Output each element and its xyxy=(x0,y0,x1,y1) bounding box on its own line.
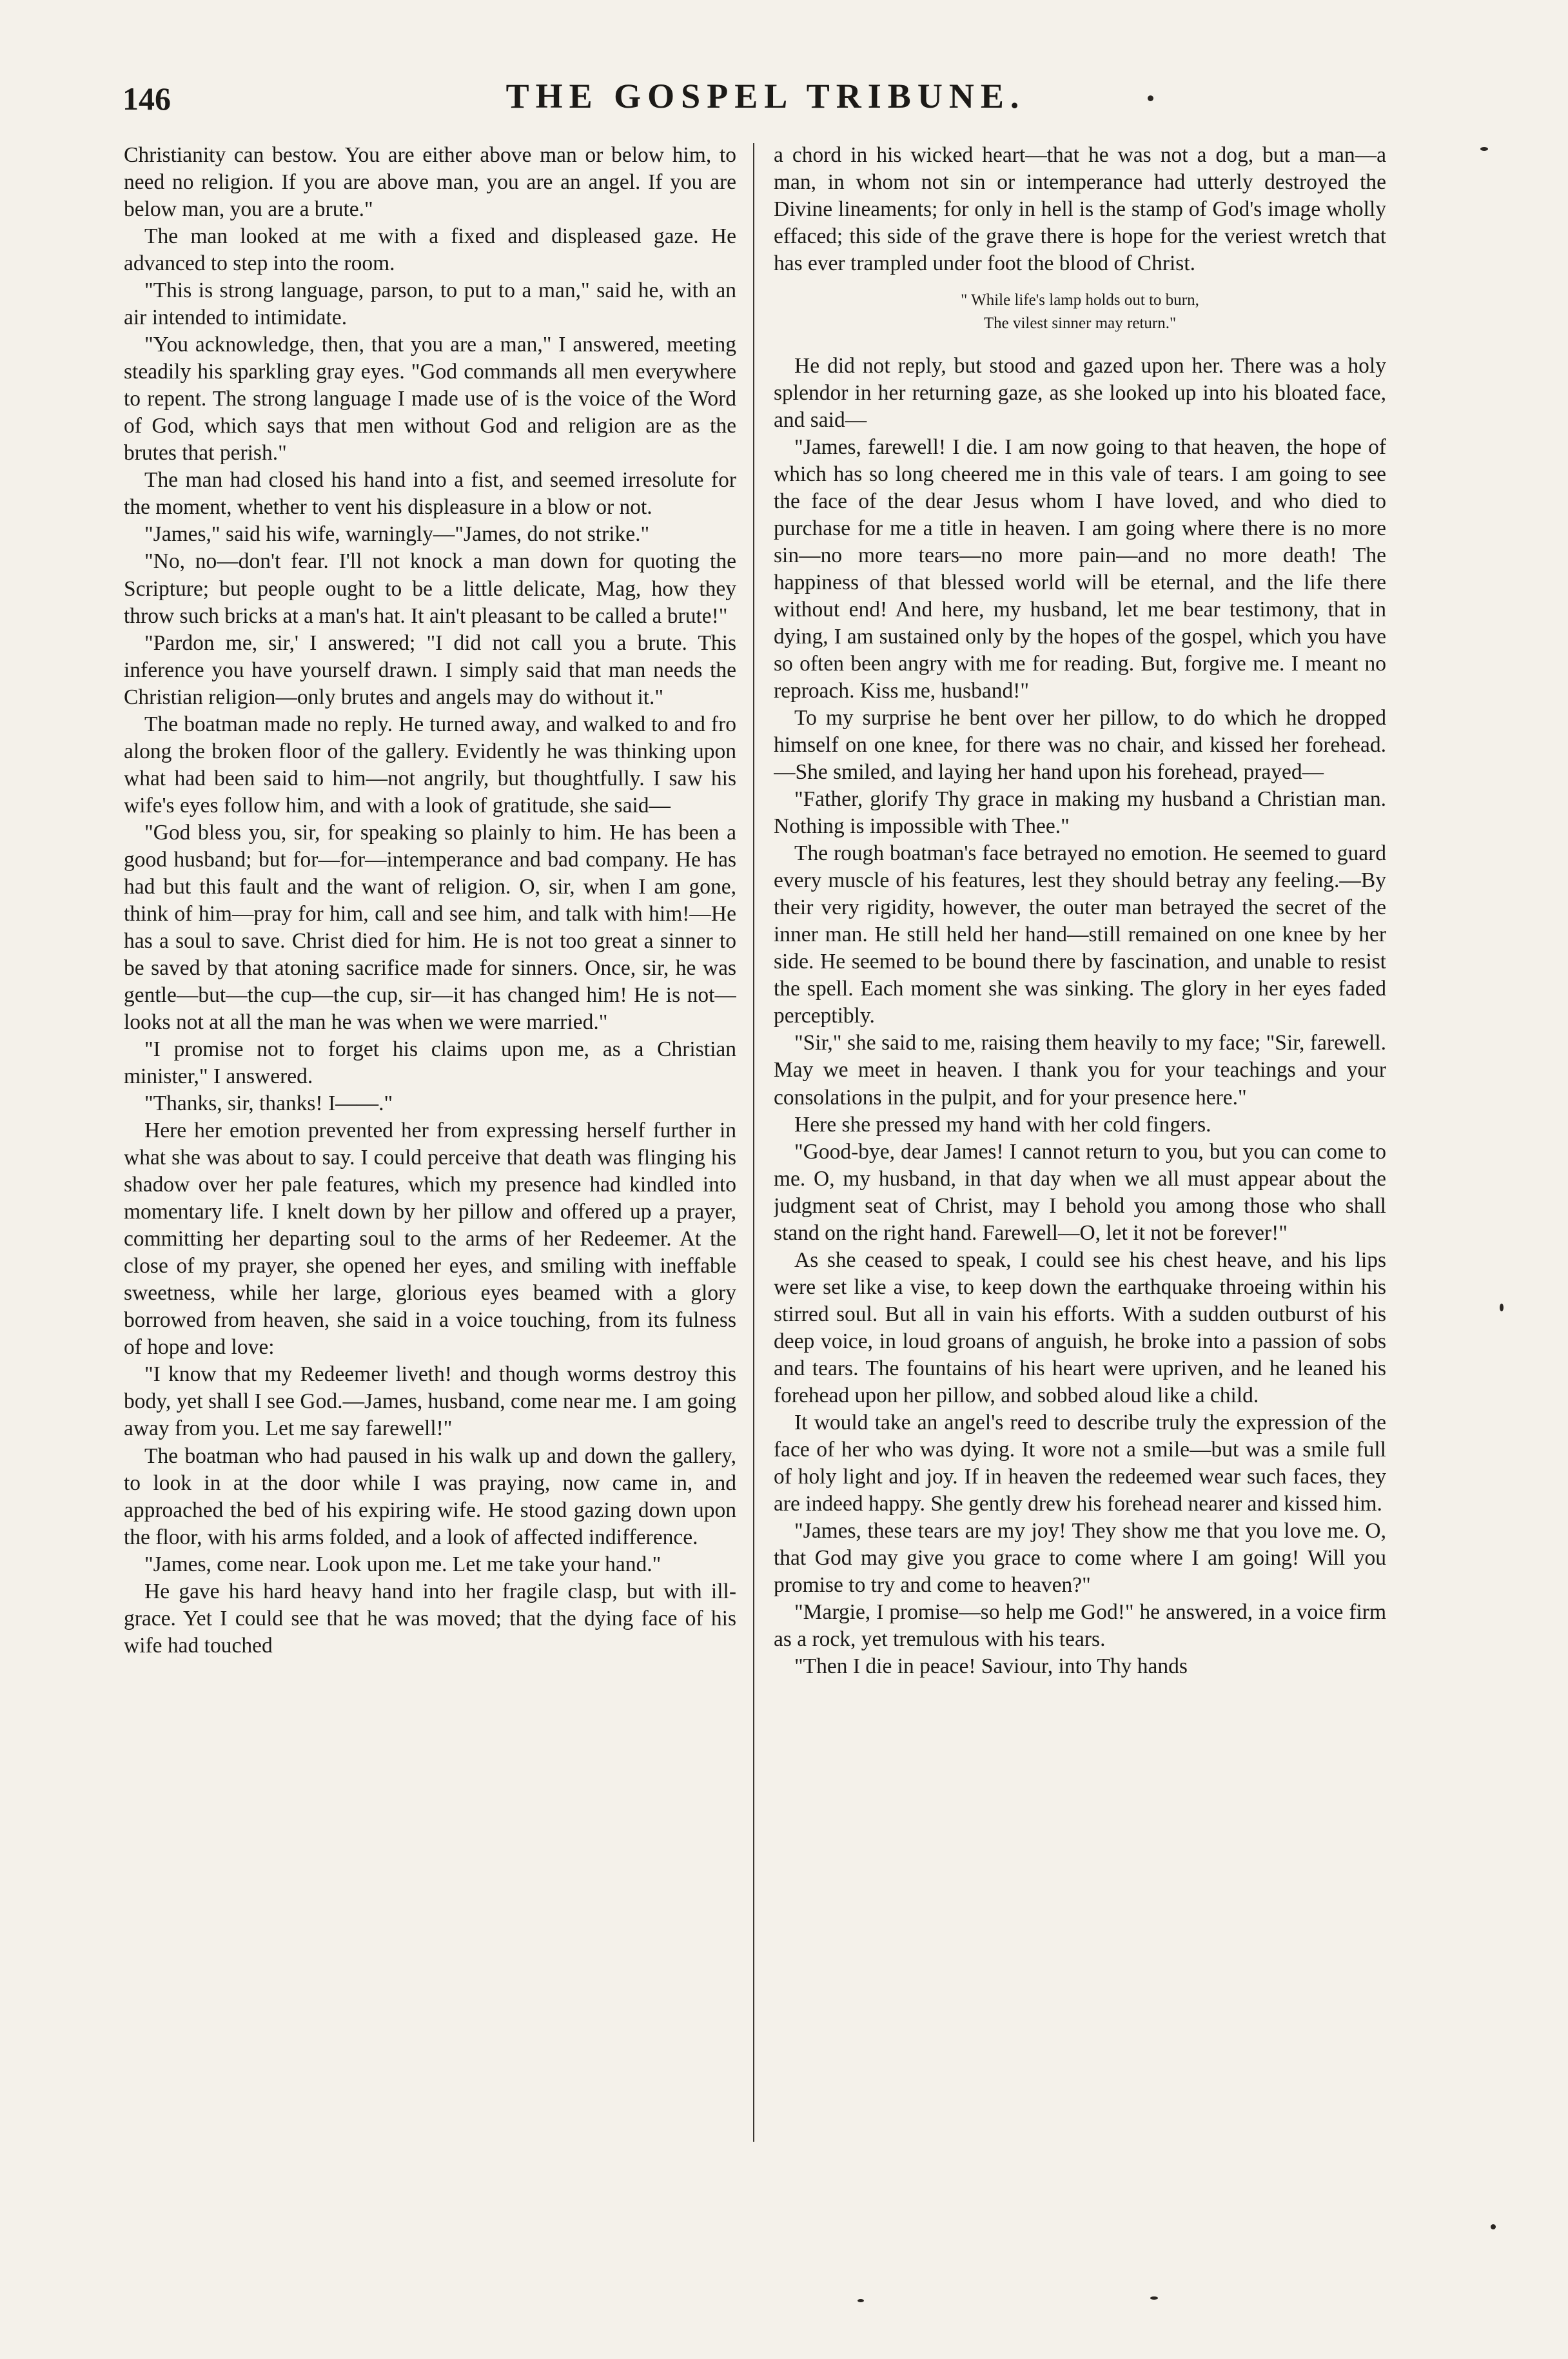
paragraph: "James," said his wife, warningly—"James, do not strike." xyxy=(144,522,650,547)
paragraph: Christianity can bestow. You are either above man or below him, to need no religion. If you are above man, you are an angel. If you are below man, you are a brute." xyxy=(124,143,736,222)
paragraph: "I promise not to forget his claims upon me, as a Christian minister," I answered. xyxy=(124,1037,736,1089)
left-column xyxy=(124,142,736,2179)
paragraph: "Pardon me, sir,' I answered; "I did not call you a brute. This inference you have yourself drawn. I simply said that man needs the Christian religion—only brutes and angels may do without it." xyxy=(124,631,736,709)
paragraph: The man had closed his hand into a fist, and seemed irresolute for the moment, whether to vent his displeasure in a blow or not. xyxy=(124,468,736,520)
paragraph: "This is strong language, parson, to put to a man," said he, with an air intended to intimidate. xyxy=(124,279,736,330)
paragraph: "Thanks, sir, thanks! I——." xyxy=(144,1091,393,1116)
paragraph: "James, these tears are my joy! They show me that you love me. O, that God may give you grace to come where I am going! Will you promise to try and come to heaven?" xyxy=(774,1519,1386,1598)
paragraph: He gave his hard heavy hand into her fragile clasp, but with ill-grace. Yet I could see that he was moved; that the dying face of his wife had touched xyxy=(124,1579,736,1658)
paragraph: Here she pressed my hand with her cold fingers. xyxy=(794,1112,1211,1137)
verse-quote xyxy=(774,289,1386,336)
paragraph: "James, farewell! I die. I am now going to that heaven, the hope of which has so long cheered me in this vale of tears. I am going to see the face of the dear Jesus whom I have loved, and who died to purchase for me a title in heaven. I am going where there is no more sin—no more tears—no more pain—and no more death! The happiness of that blessed world will be eternal, and the life there without end! And here, my husband, let me bear testimony, that in dying, I am sustained only by the hopes of the gospel, which you have so often been angry with me for reading. But, forgive me. I meant no reproach. Kiss me, husband!" xyxy=(774,435,1386,703)
paragraph: "Then I die in peace! Saviour, into Thy hands xyxy=(794,1654,1188,1679)
paragraph: "Father, glorify Thy grace in making my husband a Christian man. Nothing is impossible with Thee." xyxy=(774,787,1386,839)
ink-speck xyxy=(1480,147,1488,151)
verse-line: " While life's lamp holds out to burn, xyxy=(961,291,1199,309)
paragraph: "No, no—don't fear. I'll not knock a man down for quoting the Scripture; but people ought to be a little delicate, Mag, how they throw such bricks at a man's hat. It ain't pleasant to be called a brute!" xyxy=(124,549,736,628)
paragraph: As she ceased to speak, I could see his chest heave, and his lips were set like a vise, to keep down the earthquake throeing within his stirred soul. But all in vain his efforts. With a sudden outburst of his deep voice, in loud groans of anguish, he broke into a passion of sobs and tears. The fountains of his heart were upriven, and he leaned his forehead upon her pillow, and sobbed aloud like a child. xyxy=(774,1248,1386,1407)
page-header xyxy=(122,76,1409,128)
paragraph: To my surprise he bent over her pillow, to do which he dropped himself on one knee, for there was no chair, and kissed her forehead.—She smiled, and laying her hand upon his forehead, prayed— xyxy=(774,706,1386,785)
paragraph: It would take an angel's reed to describe truly the expression of the face of her who was dying. It wore not a smile—but was a smile full of holy light and joy. If in heaven the redeemed wear such faces, they are indeed happy. She gently drew his forehead nearer and kissed him. xyxy=(774,1410,1386,1516)
column-divider xyxy=(753,143,754,2142)
paragraph: a chord in his wicked heart—that he was not a dog, but a man—a man, in whom not sin or intemperance had utterly destroyed the Divine lineaments; for only in hell is the stamp of God's image wholly effaced; this side of the grave there is hope for the veriest wretch that has ever trampled under foot the blood of Christ. xyxy=(774,143,1386,276)
ink-speck xyxy=(1150,2296,1158,2300)
ink-speck xyxy=(858,2299,864,2302)
ink-speck xyxy=(1148,95,1153,101)
paragraph: "Good-bye, dear James! I cannot return to you, but you can come to me. O, my husband, in that day when we all must appear about the judgment seat of Christ, may I behold you among those who shall stand on the right hand. Farewell—O, let it not be forever!" xyxy=(774,1139,1386,1245)
paragraph: The rough boatman's face betrayed no emotion. He seemed to guard every muscle of his features, lest they should betray any feeling.—By their very rigidity, however, the outer man betrayed the secret of the inner man. He still held her hand—still remained on one knee by her side. He seemed to be bound there by fascination, and unable to resist the spell. Each moment she was sinking. The glory in her eyes faded perceptibly. xyxy=(774,841,1386,1028)
right-column xyxy=(774,142,1386,2179)
paragraph: "Margie, I promise—so help me God!" he answered, in a voice firm as a rock, yet tremulous with his tears. xyxy=(774,1600,1386,1652)
page-number: 146 xyxy=(122,81,171,117)
paragraph: "Sir," she said to me, raising them heavily to my face; "Sir, farewell. May we meet in heaven. I thank you for your teachings and your consolations in the pulpit, and for your presence here." xyxy=(774,1031,1386,1110)
paragraph: The boatman made no reply. He turned away, and walked to and fro along the broken floor of the gallery. Evidently he was thinking upon what had been said to him—not angrily, but thoughtfully. I saw his wife's eyes follow him, and with a look of gratitude, she said— xyxy=(124,712,736,817)
paragraph: "James, come near. Look upon me. Let me take your hand." xyxy=(144,1552,662,1576)
running-title: THE GOSPEL TRIBUNE. xyxy=(505,77,1026,115)
paragraph: The boatman who had paused in his walk up and down the gallery, to look in at the door while I was praying, now came in, and approached the bed of his expiring wife. He stood gazing down upon the floor, with his arms folded, and a look of affected indifference. xyxy=(124,1444,736,1549)
ink-speck xyxy=(1491,2224,1496,2229)
paragraph: "I know that my Redeemer liveth! and though worms destroy this body, yet shall I see God.—James, husband, come near me. I am going away from you. Let me say farewell!" xyxy=(124,1362,736,1441)
paragraph: The man looked at me with a fixed and displeased gaze. He advanced to step into the room. xyxy=(124,224,736,276)
ink-speck xyxy=(1500,1304,1504,1311)
verse-line: The vilest sinner may return." xyxy=(983,315,1177,333)
paragraph: Here her emotion prevented her from expressing herself further in what she was about to say. I could perceive that death was flinging his shadow over her pale features, which my presence had kindled into momentary life. I knelt down by her pillow and offered up a prayer, committing her departing soul to the arms of her Redeemer. At the close of my prayer, she opened her eyes, and smiling with ineffable sweetness, while her large, glorious eyes beamed with a glory borrowed from heaven, she said in a voice touching, from its fulness of hope and love: xyxy=(124,1119,736,1360)
paragraph: He did not reply, but stood and gazed upon her. There was a holy splendor in her returning gaze, as she looked up into his bloated face, and said— xyxy=(774,353,1386,432)
paragraph: "God bless you, sir, for speaking so plainly to him. He has been a good husband; but for—for—intemperance and bad company. He has had but this fault and the want of religion. O, sir, when I am gone, think of him—pray for him, call and see him, and talk with him!—He has a soul to save. Christ died for him. He is not too great a sinner to be saved by that atoning sacrifice made for sinners. Once, sir, he was gentle—but—the cup—the cup, sir—it has changed him! He is not—looks not at all the man he was when we were married." xyxy=(124,820,736,1034)
paragraph: "You acknowledge, then, that you are a man," I answered, meeting steadily his sparkling gray eyes. "God commands all men everywhere to repent. The strong language I made use of is the voice of the Word of God, which says that men without God and religion are as the brutes that perish." xyxy=(124,333,736,465)
